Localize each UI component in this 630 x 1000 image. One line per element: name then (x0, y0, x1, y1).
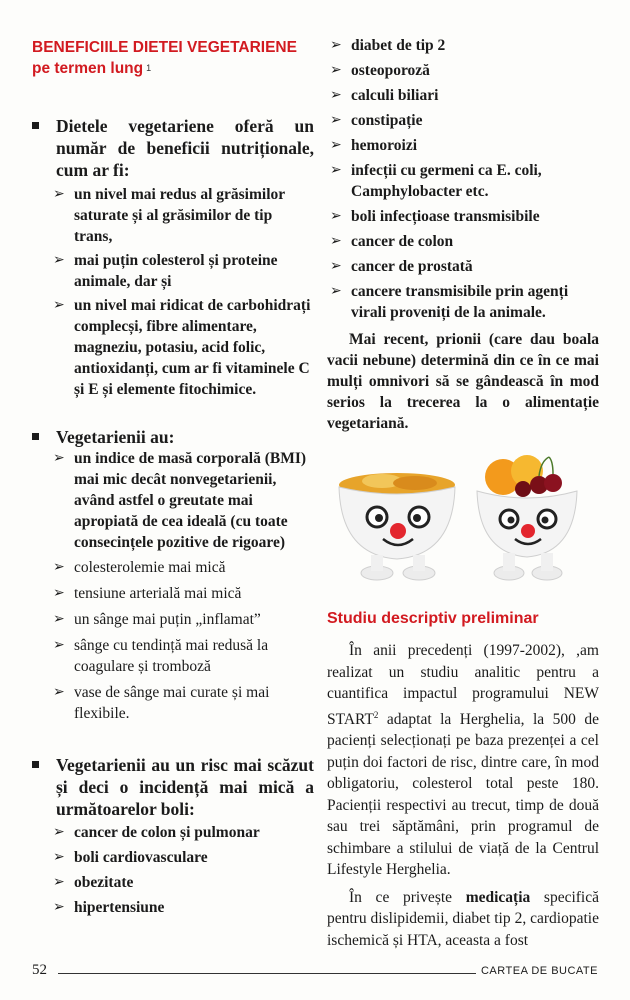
arrow-bullet-icon: ➢ (53, 899, 65, 915)
arrow-bullet-icon: ➢ (53, 297, 65, 313)
list-item: ➢ mai puțin colesterol și proteine animale, dar și (53, 252, 278, 290)
study-paragraph-2: În ce privește medicația specifică pentru dislipidemii, diabet tip 2, cardiopatie ischemică și HTA, aceasta a fost (327, 888, 599, 949)
list-item: ➢ cancer de prostată (330, 258, 473, 275)
arrow-bullet-icon: ➢ (53, 849, 65, 865)
list-item: ➢ cancer de colon și pulmonar (53, 824, 260, 841)
arrow-bullet-icon: ➢ (53, 559, 65, 575)
left-column (32, 0, 314, 918)
list-item: ➢ colesterolemie mai mică (53, 559, 226, 576)
study-body (327, 640, 599, 951)
list-item: ➢ tensiune arterială mai mică (53, 585, 242, 602)
arrow-bullet-icon: ➢ (53, 611, 65, 627)
list-item: ➢ diabet de tip 2 (330, 37, 446, 54)
book-title: CARTEA DE BUCATE (480, 965, 598, 977)
footer-divider (58, 973, 476, 974)
list-item: ➢ un nivel mai redus al grăsimilor saturate și al grăsimilor de tip trans, (53, 186, 285, 245)
list-item: ➢ cancer de colon (330, 233, 454, 250)
arrow-bullet-icon: ➢ (330, 37, 342, 53)
section-heading (32, 37, 314, 79)
list-item: ➢ boli infecțioase transmisibile (330, 208, 540, 225)
list-item: ➢ cancere transmisibile prin agenți virali proveniți de la animale. (330, 283, 569, 321)
list-item: ➢ un nivel mai ridicat de carbohidrați complecși, fibre alimentare, magneziu, potasiu, acid folic, antioxidanți, cum ar fi vitaminele C și E și elemente fitochimice. (53, 297, 311, 398)
list-item: ➢ calculi biliari (330, 87, 439, 104)
list-item: ➢ osteoporoză (330, 62, 430, 79)
arrow-bullet-icon: ➢ (330, 258, 342, 274)
arrow-bullet-icon: ➢ (330, 233, 342, 249)
arrow-bullet-icon: ➢ (330, 137, 342, 153)
arrow-bullet-icon: ➢ (330, 162, 342, 178)
arrow-bullet-icon: ➢ (53, 186, 65, 202)
list-item: ➢ infecții cu germeni ca E. coli, Camphylobacter etc. (330, 162, 542, 200)
vegetarian-traits-list (50, 448, 314, 724)
fruit-bowl-icon (477, 455, 577, 580)
list-item: ➢ obezitate (53, 874, 134, 891)
cereal-bowl-icon (339, 473, 455, 580)
square-bullet-icon (32, 122, 39, 129)
arrow-bullet-icon: ➢ (53, 450, 65, 466)
arrow-bullet-icon: ➢ (53, 585, 65, 601)
list-item: ➢ un sânge mai puțin „inflamat” (53, 611, 261, 628)
list-item: ➢ sânge cu tendință mai redusă la coagulare și tromboză (53, 637, 269, 675)
heading-line-1: BENEFICIILE DIETEI VEGETARIENE (32, 39, 297, 56)
arrow-bullet-icon: ➢ (53, 252, 65, 268)
lead-diets: Dietele vegetariene oferă un număr de beneficii nutriționale, cum ar fi: (32, 115, 314, 181)
list-item: ➢ un indice de masă corporală (BMI) mai mic decât nonvegetarienii, având astfel o greutate mai apropiată de cea ideală (cu toate consecințele pozitive de rigoare) (53, 450, 307, 551)
list-item: ➢ boli cardiovasculare (53, 849, 208, 866)
square-bullet-icon (32, 761, 39, 768)
list-item: ➢ vase de sânge mai curate și mai flexibile. (53, 684, 270, 722)
study-heading: Studiu descriptiv preliminar (327, 610, 539, 627)
arrow-bullet-icon: ➢ (53, 874, 65, 890)
right-column (327, 0, 599, 949)
diseases-list-right (327, 35, 599, 323)
page-footer (32, 962, 598, 982)
arrow-bullet-icon: ➢ (53, 684, 65, 700)
arrow-bullet-icon: ➢ (330, 87, 342, 103)
heading-line-2: pe termen lung (32, 60, 144, 77)
footnote-ref-1: 1 (146, 63, 152, 73)
list-item: ➢ hemoroizi (330, 137, 418, 154)
arrow-bullet-icon: ➢ (330, 283, 342, 299)
arrow-bullet-icon: ➢ (330, 112, 342, 128)
arrow-bullet-icon: ➢ (330, 208, 342, 224)
smiling-bowls-illustration (327, 455, 599, 595)
diseases-list-left (50, 822, 314, 918)
arrow-bullet-icon: ➢ (330, 62, 342, 78)
list-item: ➢ hipertensiune (53, 899, 165, 916)
list-item: ➢ constipație (330, 112, 423, 129)
arrow-bullet-icon: ➢ (53, 637, 65, 653)
page-number: 52 (32, 962, 47, 978)
study-paragraph-1: În anii precedenți (1997-2002), ,am realizat un studiu analitic pentru a cuantifica impactul programului NEW START$^2$ adaptat la Herghelia, la 500 de pacienți selecționați pe baza prezenței a cel puțin doi factori de risc, dintre care, în mod obligatoriu, colesterol total peste 180. Pacienții respectivi au trecut, timp de două sau trei săptămâni, prin programul de schimbare a stilului de viață de la Centrul Lifestyle Herghelia. (327, 642, 599, 879)
benefits-list (50, 184, 314, 400)
lead-vegetarians: Vegetarienii au: (32, 426, 314, 448)
lead-reduced-risk: Vegetarienii au un risc mai scăzut și deci o incidență mai mică a următoarelor boli: (32, 754, 314, 820)
arrow-bullet-icon: ➢ (53, 824, 65, 840)
prion-paragraph: Mai recent, prionii (care dau boala vacii nebune) determină din ce în ce mai mulți omnivori să se gândească în mod serios la trecerea la o alimentație vegetariană. (327, 331, 599, 432)
square-bullet-icon (32, 433, 39, 440)
